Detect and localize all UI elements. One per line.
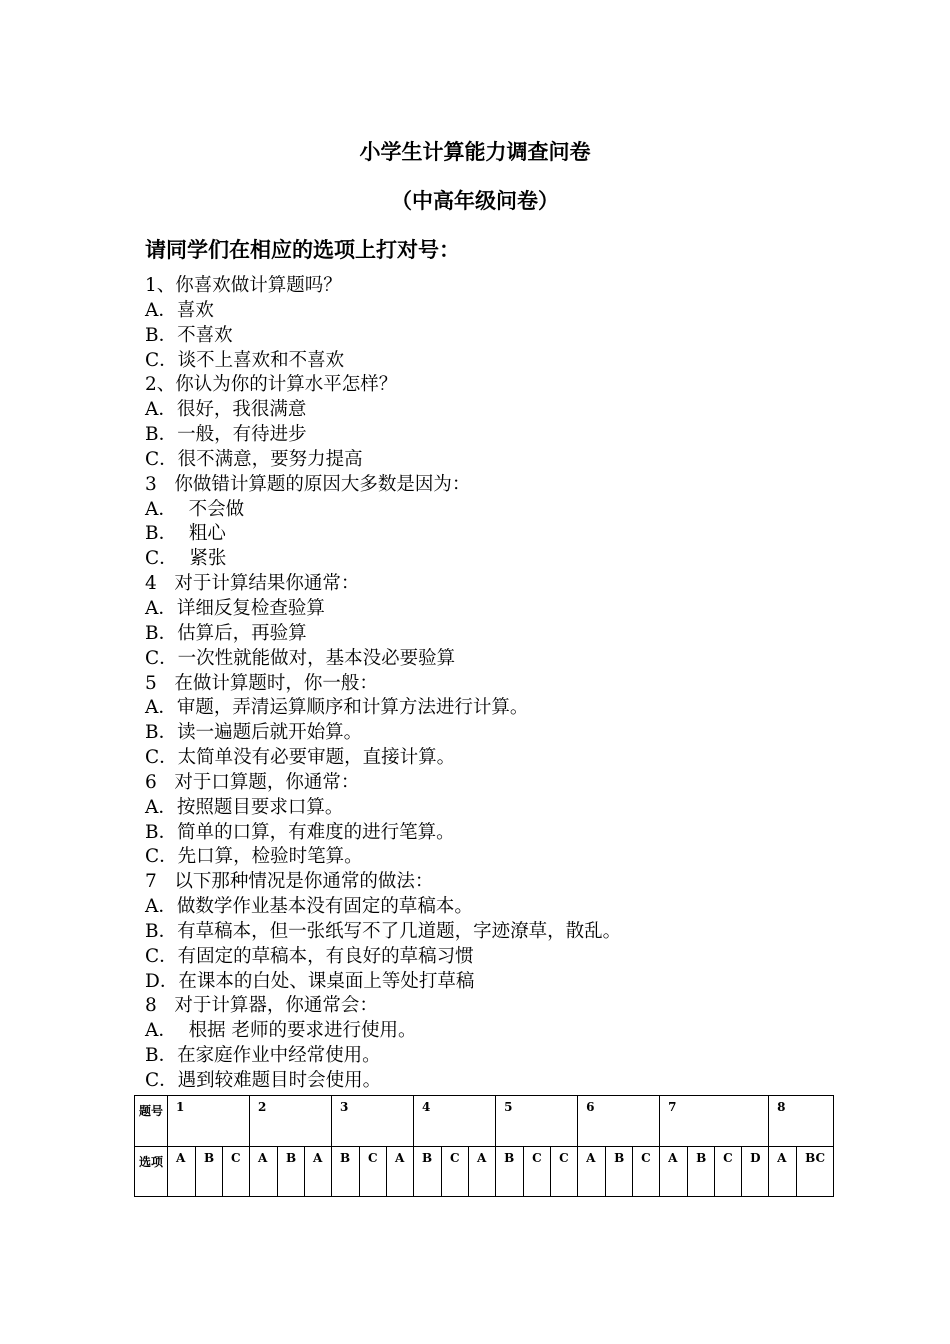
option-cell: C	[715, 1147, 742, 1197]
option-cell: B	[414, 1147, 442, 1197]
question-line: 4 对于计算结果你通常：	[145, 573, 360, 595]
question-line: A． 根据 老师的要求进行使用。	[145, 1020, 417, 1042]
option-cell: B	[196, 1147, 223, 1197]
question-line: A．按照题目要求口算。	[145, 796, 344, 818]
question-line: A．很好，我很满意	[145, 399, 307, 421]
option-cell: BC	[797, 1147, 834, 1197]
question-number-cell: 3	[332, 1096, 414, 1147]
question-line: B．有草稿本，但一张纸写不了几道题，字迹潦草，散乱。	[145, 920, 622, 942]
question-line: A． 不会做	[145, 498, 245, 520]
question-line: B．读一遍题后就开始算。	[145, 722, 363, 744]
question-line: 3 你做错计算题的原因大多数是因为：	[145, 473, 471, 495]
question-number-row	[135, 1096, 834, 1147]
question-line: B．一般，有待进步	[145, 424, 307, 446]
document-title: 小学生计算能力调查问卷	[359, 140, 591, 164]
option-cell: A	[168, 1147, 196, 1197]
question-line: D．在课本的白处、课桌面上等处打草稿	[145, 970, 475, 992]
question-number-cell: 7	[660, 1096, 769, 1147]
option-cell: C	[442, 1147, 469, 1197]
question-number-cell: 6	[578, 1096, 660, 1147]
question-number-cell: 5	[496, 1096, 578, 1147]
option-cell: D	[742, 1147, 769, 1197]
question-line: A．审题，弄清运算顺序和计算方法进行计算。	[145, 697, 529, 719]
question-line: C．遇到较难题目时会使用。	[145, 1070, 382, 1091]
option-cell: C	[524, 1147, 551, 1197]
question-line: C．太简单没有必要审题，直接计算。	[145, 747, 456, 769]
question-line: B．估算后，再验算	[145, 622, 307, 644]
option-cell: B	[332, 1147, 360, 1197]
question-number-cell: 4	[414, 1096, 496, 1147]
option-cell: A	[469, 1147, 496, 1197]
question-line: B． 粗心	[145, 523, 226, 545]
option-cell: A	[250, 1147, 278, 1197]
question-number-cell: 2	[250, 1096, 332, 1147]
question-line: A．喜欢	[145, 299, 214, 321]
question-line: 5 在做计算题时，你一般：	[145, 672, 378, 694]
question-line: C． 紧张	[145, 548, 227, 570]
question-number-cell: 8	[769, 1096, 834, 1147]
question-line: A．详细反复检查验算	[145, 597, 325, 619]
question-line: 2、你认为你的计算水平怎样？	[145, 374, 398, 396]
option-cell: C	[633, 1147, 660, 1197]
question-line: C．很不满意，要努力提高	[145, 448, 363, 470]
option-cell: C	[551, 1147, 578, 1197]
question-line: C．一次性就能做对，基本没必要验算	[145, 647, 456, 669]
question-line: 1、你喜欢做计算题吗？	[145, 275, 342, 296]
option-cell: A	[578, 1147, 606, 1197]
option-row	[135, 1147, 834, 1197]
option-cell: C	[223, 1147, 250, 1197]
row-header-question: 题号	[135, 1096, 168, 1147]
option-cell: B	[606, 1147, 633, 1197]
option-cell: B	[688, 1147, 715, 1197]
question-line: B．不喜欢	[145, 324, 233, 346]
question-line: 7 以下那种情况是你通常的做法：	[145, 871, 434, 893]
question-line: A．做数学作业基本没有固定的草稿本。	[145, 896, 473, 918]
question-line: C．先口算，检验时笔算。	[145, 846, 363, 868]
option-cell: A	[305, 1147, 332, 1197]
question-line: 8 对于计算器，你通常会：	[145, 995, 378, 1017]
option-cell: A	[769, 1147, 797, 1197]
option-cell: A	[387, 1147, 414, 1197]
question-line: 6 对于口算题，你通常：	[145, 771, 360, 793]
row-header-option: 选项	[135, 1147, 168, 1197]
question-line: B．简单的口算，有难度的进行笔算。	[145, 821, 455, 843]
option-cell: B	[278, 1147, 305, 1197]
question-line: C．谈不上喜欢和不喜欢	[145, 349, 345, 371]
option-cell: C	[360, 1147, 387, 1197]
instruction-text: 请同学们在相应的选项上打对号：	[145, 238, 460, 262]
question-number-cell: 1	[168, 1096, 250, 1147]
question-line: C．有固定的草稿本，有良好的草稿习惯	[145, 945, 474, 967]
question-list	[145, 274, 621, 1094]
option-cell: B	[496, 1147, 524, 1197]
document-subtitle: （中高年级问卷）	[391, 189, 559, 213]
question-line: B．在家庭作业中经常使用。	[145, 1045, 381, 1067]
answer-table	[134, 1095, 834, 1197]
option-cell: A	[660, 1147, 688, 1197]
